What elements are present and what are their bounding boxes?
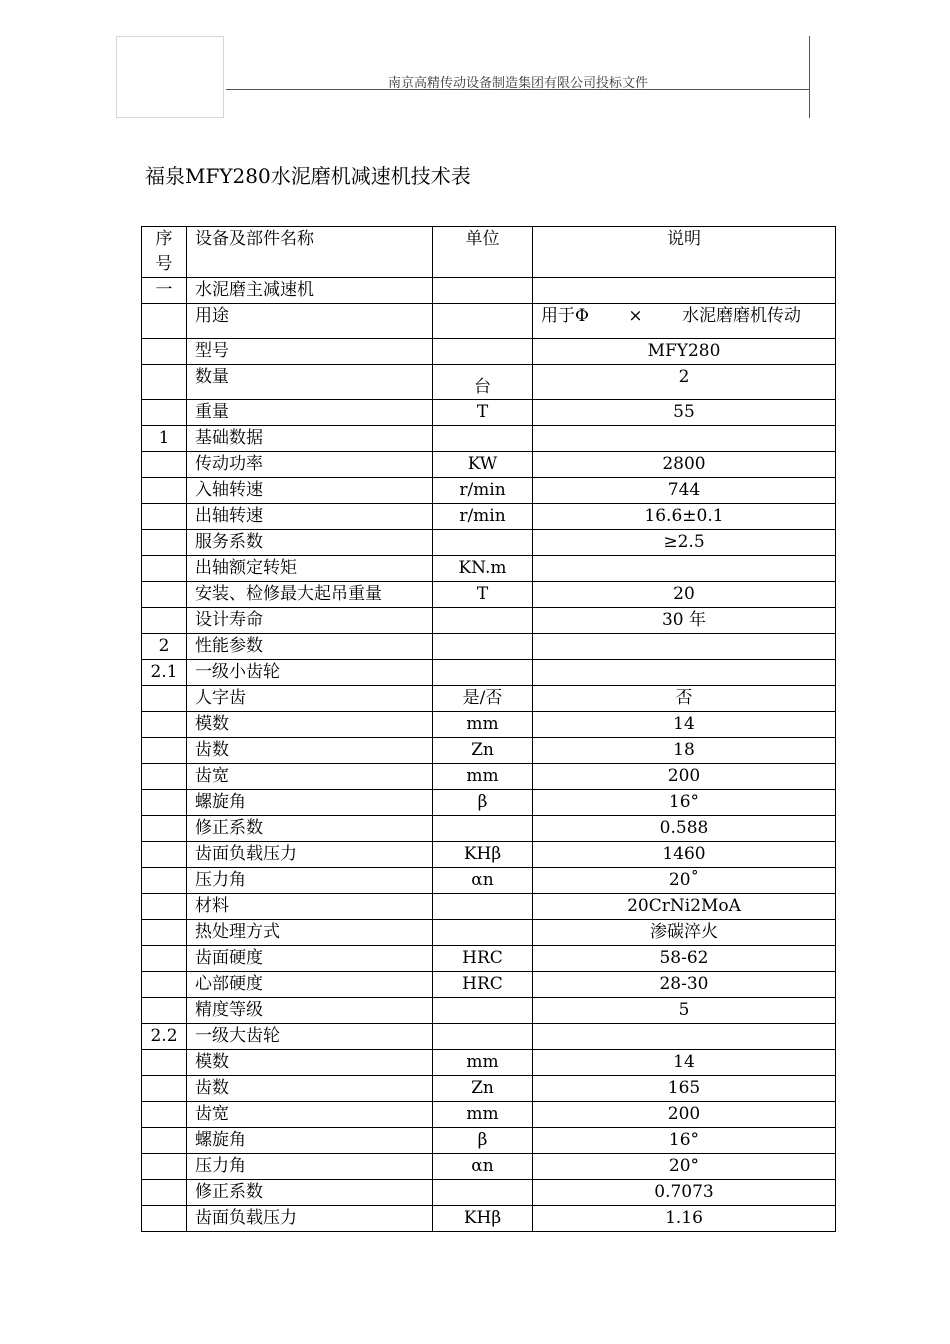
row-desc-cell: [533, 278, 836, 304]
row-desc-cell: MFY280: [533, 339, 836, 365]
header-vertical-divider: [809, 36, 810, 118]
table-row: [142, 764, 836, 790]
row-unit-cell: mm: [433, 1050, 533, 1076]
row-no-cell: [142, 556, 187, 582]
row-unit-cell: T: [433, 582, 533, 608]
header-company-doc: 南京高精传动设备制造集团有限公司投标文件: [387, 76, 648, 91]
row-desc-cell: 1.16: [533, 1206, 836, 1232]
row-unit-cell: [433, 660, 533, 686]
row-desc-cell: 58-62: [533, 946, 836, 972]
table-row: [142, 972, 836, 998]
row-desc-cell: 28-30: [533, 972, 836, 998]
row-desc-cell: [533, 1024, 836, 1050]
row-no-cell: 2.2: [142, 1024, 187, 1050]
table-row: [142, 634, 836, 660]
row-desc-cell: 200: [533, 1102, 836, 1128]
row-no-cell: 2.1: [142, 660, 187, 686]
row-unit-cell: KHβ: [433, 1206, 533, 1232]
row-name-cell: 模数: [187, 1050, 433, 1076]
table-row: [142, 1024, 836, 1050]
row-desc-cell: 1460: [533, 842, 836, 868]
row-name-cell: 模数: [187, 712, 433, 738]
row-no-cell: [142, 790, 187, 816]
row-desc-cell: 16°: [533, 1128, 836, 1154]
row-unit-cell: KW: [433, 452, 533, 478]
row-desc-cell: 2: [533, 365, 836, 400]
row-desc-cell: 5: [533, 998, 836, 1024]
row-desc-cell: 20CrNi2MoA: [533, 894, 836, 920]
row-no-cell: 1: [142, 426, 187, 452]
table-row: [142, 686, 836, 712]
row-no-cell: [142, 816, 187, 842]
row-name-cell: 压力角: [187, 1154, 433, 1180]
row-name-cell: 螺旋角: [187, 1128, 433, 1154]
row-unit-cell: 台: [433, 365, 533, 400]
row-unit-cell: KN.m: [433, 556, 533, 582]
row-name-cell: 传动功率: [187, 452, 433, 478]
row-unit-cell: β: [433, 1128, 533, 1154]
row-unit-cell: Zn: [433, 738, 533, 764]
row-name-cell: 压力角: [187, 868, 433, 894]
row-no-cell: [142, 339, 187, 365]
row-no-cell: 一: [142, 278, 187, 304]
table-row: [142, 894, 836, 920]
row-unit-cell: αn: [433, 868, 533, 894]
table-row: [142, 478, 836, 504]
row-no-cell: [142, 1128, 187, 1154]
row-no-cell: [142, 894, 187, 920]
row-name-cell: 齿面负载压力: [187, 1206, 433, 1232]
row-no-cell: [142, 478, 187, 504]
row-no-cell: [142, 868, 187, 894]
row-unit-cell: 是/否: [433, 686, 533, 712]
row-no-cell: [142, 842, 187, 868]
table-row: [142, 790, 836, 816]
row-desc-cell: 30 年: [533, 608, 836, 634]
column-header-desc: 说明: [533, 227, 836, 278]
row-unit-cell: mm: [433, 764, 533, 790]
row-no-cell: [142, 1206, 187, 1232]
row-desc-cell: 14: [533, 1050, 836, 1076]
row-unit-cell: HRC: [433, 946, 533, 972]
table-row: [142, 868, 836, 894]
row-name-cell: 人字齿: [187, 686, 433, 712]
spec-table: [141, 226, 836, 1232]
row-name-cell: 齿面硬度: [187, 946, 433, 972]
row-no-cell: [142, 1102, 187, 1128]
row-desc-cell: [533, 660, 836, 686]
row-unit-cell: r/min: [433, 478, 533, 504]
row-desc-cell: 0.588: [533, 816, 836, 842]
table-header-row: [142, 227, 836, 278]
row-name-cell: 修正系数: [187, 1180, 433, 1206]
row-desc-cell: ≥2.5: [533, 530, 836, 556]
row-desc-cell: 55: [533, 400, 836, 426]
table-row: [142, 842, 836, 868]
row-unit-cell: [433, 920, 533, 946]
table-row: [142, 452, 836, 478]
row-no-cell: [142, 530, 187, 556]
row-unit-cell: [433, 339, 533, 365]
row-no-cell: [142, 972, 187, 998]
row-no-cell: 2: [142, 634, 187, 660]
document-title: 福泉MFY280水泥磨机减速机技术表: [145, 164, 471, 188]
row-name-cell: 材料: [187, 894, 433, 920]
table-row: [142, 660, 836, 686]
row-desc-cell: 0.7073: [533, 1180, 836, 1206]
row-name-cell: 一级小齿轮: [187, 660, 433, 686]
row-no-cell: [142, 998, 187, 1024]
row-name-cell: 齿宽: [187, 1102, 433, 1128]
table-row: [142, 400, 836, 426]
row-unit-cell: Zn: [433, 1076, 533, 1102]
row-no-cell: [142, 1154, 187, 1180]
row-unit-cell: [433, 634, 533, 660]
row-name-cell: 修正系数: [187, 816, 433, 842]
row-name-cell: 用途: [187, 304, 433, 339]
row-unit-cell: [433, 816, 533, 842]
row-no-cell: [142, 738, 187, 764]
row-name-cell: 出轴转速: [187, 504, 433, 530]
row-unit-cell: [433, 304, 533, 339]
row-unit-cell: [433, 1180, 533, 1206]
table-row: [142, 582, 836, 608]
row-desc-cell: [533, 426, 836, 452]
row-unit-cell: [433, 608, 533, 634]
table-row: [142, 278, 836, 304]
row-unit-cell: KHβ: [433, 842, 533, 868]
row-desc-cell: 744: [533, 478, 836, 504]
row-no-cell: [142, 920, 187, 946]
row-desc-cell: 用于Φ × 水泥磨磨机传动: [533, 304, 836, 339]
row-unit-cell: αn: [433, 1154, 533, 1180]
header-divider: [226, 89, 809, 90]
row-name-cell: 心部硬度: [187, 972, 433, 998]
column-header-name: 设备及部件名称: [187, 227, 433, 278]
table-row: [142, 426, 836, 452]
row-desc-cell: [533, 634, 836, 660]
row-name-cell: 数量: [187, 365, 433, 400]
row-name-cell: 精度等级: [187, 998, 433, 1024]
row-no-cell: [142, 400, 187, 426]
row-no-cell: [142, 365, 187, 400]
row-no-cell: [142, 1180, 187, 1206]
row-no-cell: [142, 452, 187, 478]
row-name-cell: 齿面负载压力: [187, 842, 433, 868]
table-row: [142, 946, 836, 972]
row-desc-cell: 2800: [533, 452, 836, 478]
row-no-cell: [142, 686, 187, 712]
row-unit-cell: r/min: [433, 504, 533, 530]
row-name-cell: 设计寿命: [187, 608, 433, 634]
row-name-cell: 性能参数: [187, 634, 433, 660]
row-name-cell: 基础数据: [187, 426, 433, 452]
table-row: [142, 998, 836, 1024]
row-no-cell: [142, 1050, 187, 1076]
row-desc-cell: 16.6±0.1: [533, 504, 836, 530]
table-row: [142, 816, 836, 842]
table-row: [142, 530, 836, 556]
row-name-cell: 出轴额定转矩: [187, 556, 433, 582]
row-unit-cell: mm: [433, 712, 533, 738]
row-no-cell: [142, 608, 187, 634]
row-unit-cell: mm: [433, 1102, 533, 1128]
row-name-cell: 齿数: [187, 1076, 433, 1102]
row-name-cell: 入轴转速: [187, 478, 433, 504]
row-desc-cell: 200: [533, 764, 836, 790]
table-row: [142, 608, 836, 634]
row-desc-cell: 14: [533, 712, 836, 738]
table-row: [142, 920, 836, 946]
row-no-cell: [142, 582, 187, 608]
table-row: [142, 556, 836, 582]
row-name-cell: 水泥磨主减速机: [187, 278, 433, 304]
row-unit-cell: [433, 530, 533, 556]
row-unit-cell: T: [433, 400, 533, 426]
row-name-cell: 齿宽: [187, 764, 433, 790]
row-name-cell: 一级大齿轮: [187, 1024, 433, 1050]
row-desc-cell: 18: [533, 738, 836, 764]
table-row: [142, 738, 836, 764]
row-desc-cell: 否: [533, 686, 836, 712]
table-row: [142, 1050, 836, 1076]
table-row: [142, 504, 836, 530]
row-desc-cell: 20: [533, 582, 836, 608]
row-no-cell: [142, 504, 187, 530]
row-no-cell: [142, 946, 187, 972]
row-desc-cell: 渗碳淬火: [533, 920, 836, 946]
row-name-cell: 螺旋角: [187, 790, 433, 816]
table-row: [142, 1154, 836, 1180]
logo-placeholder: [116, 36, 224, 118]
table-row: [142, 1102, 836, 1128]
row-desc-cell: [533, 556, 836, 582]
table-row: [142, 1180, 836, 1206]
row-no-cell: [142, 764, 187, 790]
row-name-cell: 安装、检修最大起吊重量: [187, 582, 433, 608]
row-name-cell: 重量: [187, 400, 433, 426]
row-name-cell: 服务系数: [187, 530, 433, 556]
table-row: [142, 365, 836, 400]
table-row: [142, 304, 836, 339]
row-unit-cell: [433, 1024, 533, 1050]
column-header-no: 序号: [142, 227, 187, 278]
row-name-cell: 齿数: [187, 738, 433, 764]
table-row: [142, 339, 836, 365]
row-unit-cell: HRC: [433, 972, 533, 998]
table-row: [142, 1076, 836, 1102]
row-unit-cell: [433, 998, 533, 1024]
row-desc-cell: 20˚: [533, 868, 836, 894]
row-no-cell: [142, 1076, 187, 1102]
row-unit-cell: [433, 426, 533, 452]
row-name-cell: 热处理方式: [187, 920, 433, 946]
row-name-cell: 型号: [187, 339, 433, 365]
column-header-unit: 单位: [433, 227, 533, 278]
row-no-cell: [142, 304, 187, 339]
row-no-cell: [142, 712, 187, 738]
row-desc-cell: 165: [533, 1076, 836, 1102]
table-row: [142, 1128, 836, 1154]
row-desc-cell: 16°: [533, 790, 836, 816]
table-row: [142, 712, 836, 738]
row-desc-cell: 20°: [533, 1154, 836, 1180]
row-unit-cell: [433, 278, 533, 304]
table-row: [142, 1206, 836, 1232]
row-unit-cell: β: [433, 790, 533, 816]
row-unit-cell: [433, 894, 533, 920]
